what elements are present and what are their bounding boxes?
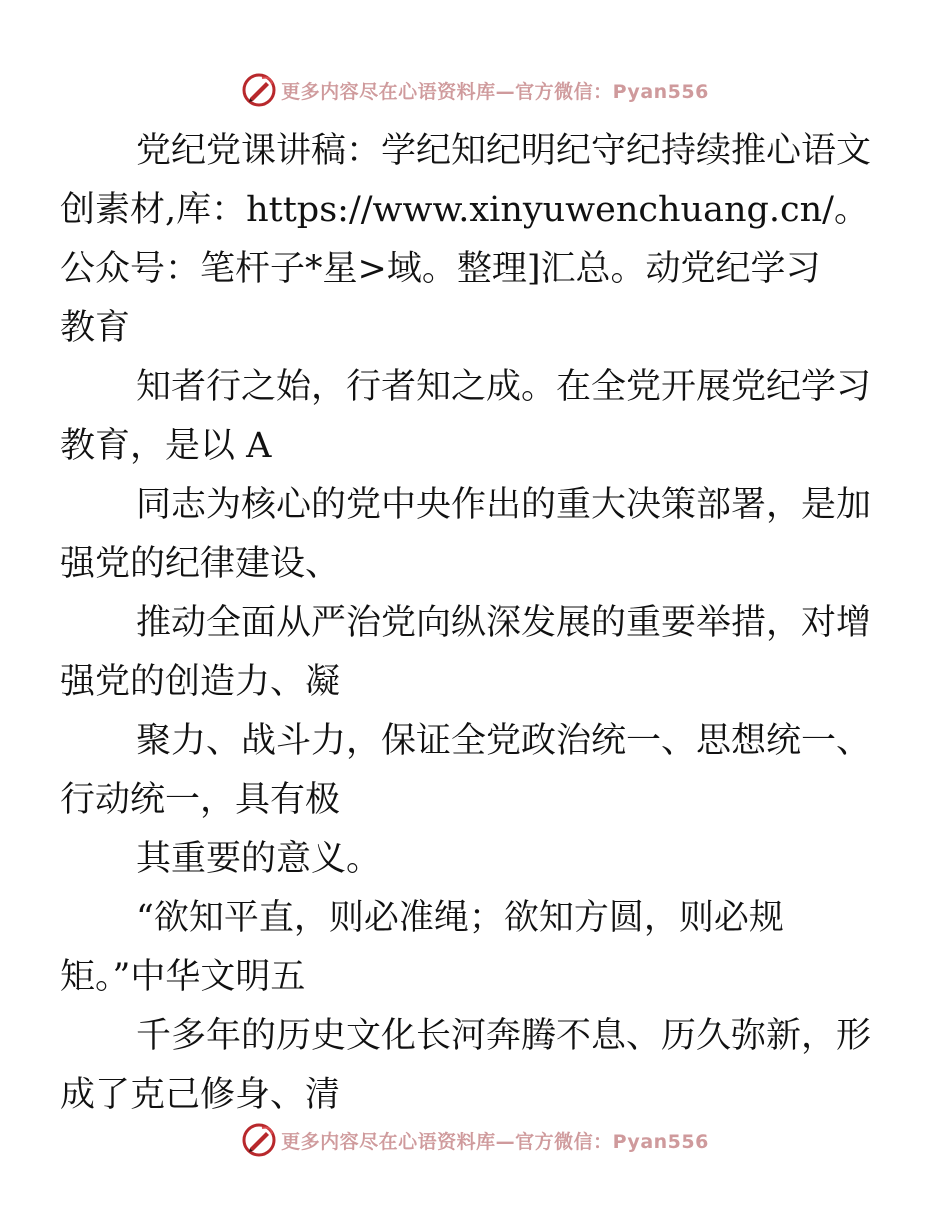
paragraph xyxy=(60,712,872,830)
text-line: 其重要的意义。 xyxy=(136,839,382,879)
text-line: 推动全面从严治党向纵深发展的重要举措，对增 xyxy=(136,603,872,643)
text-line: 矩。”中华文明五 xyxy=(60,957,306,997)
paragraph xyxy=(60,122,872,358)
text-line: 行动统一，具有极 xyxy=(60,780,341,820)
text-line: 强党的创造力、凝 xyxy=(60,662,341,702)
header-banner xyxy=(0,70,950,110)
text-line: 教育 xyxy=(60,308,131,348)
header-banner-text: 更多内容尽在心语资料库—官方微信：Pyan556 xyxy=(281,80,709,103)
text-line: 千多年的历史文化长河奔腾不息、历久弥新，形 xyxy=(136,1016,872,1056)
paragraph xyxy=(60,476,872,594)
paragraph xyxy=(60,594,872,712)
text-line: “欲知平直，则必准绳；欲知方圆，则必规 xyxy=(136,898,784,938)
paragraph xyxy=(60,889,858,1007)
document-logo-icon xyxy=(241,1122,277,1158)
paragraph xyxy=(60,1007,872,1125)
text-line: 知者行之始，行者知之成。在全党开展党纪学习 xyxy=(136,367,872,407)
text-line: 成了克己修身、清 xyxy=(60,1075,341,1115)
footer-banner-text: 更多内容尽在心语资料库—官方微信：Pyan556 xyxy=(281,1130,709,1153)
text-line: 教育，是以 A xyxy=(60,426,272,466)
paragraph xyxy=(98,830,858,889)
document-body xyxy=(60,122,872,1125)
text-line: 同志为核心的党中央作出的重大决策部署，是加 xyxy=(136,485,872,525)
text-line: 公众号：笔杆子*星>域。整理]汇总。动党纪学习 xyxy=(60,249,821,289)
text-line: 党纪党课讲稿：学纪知纪明纪守纪持续推心语文 xyxy=(136,131,872,171)
text-line: 创素材,库：https://www.xinyuwenchuang.cn/。 xyxy=(60,190,869,230)
document-logo-icon xyxy=(241,72,277,108)
text-line: 强党的纪律建设、 xyxy=(60,544,341,584)
footer-banner xyxy=(0,1120,950,1160)
paragraph xyxy=(60,358,872,476)
text-line: 聚力、战斗力，保证全党政治统一、思想统一、 xyxy=(136,721,872,761)
